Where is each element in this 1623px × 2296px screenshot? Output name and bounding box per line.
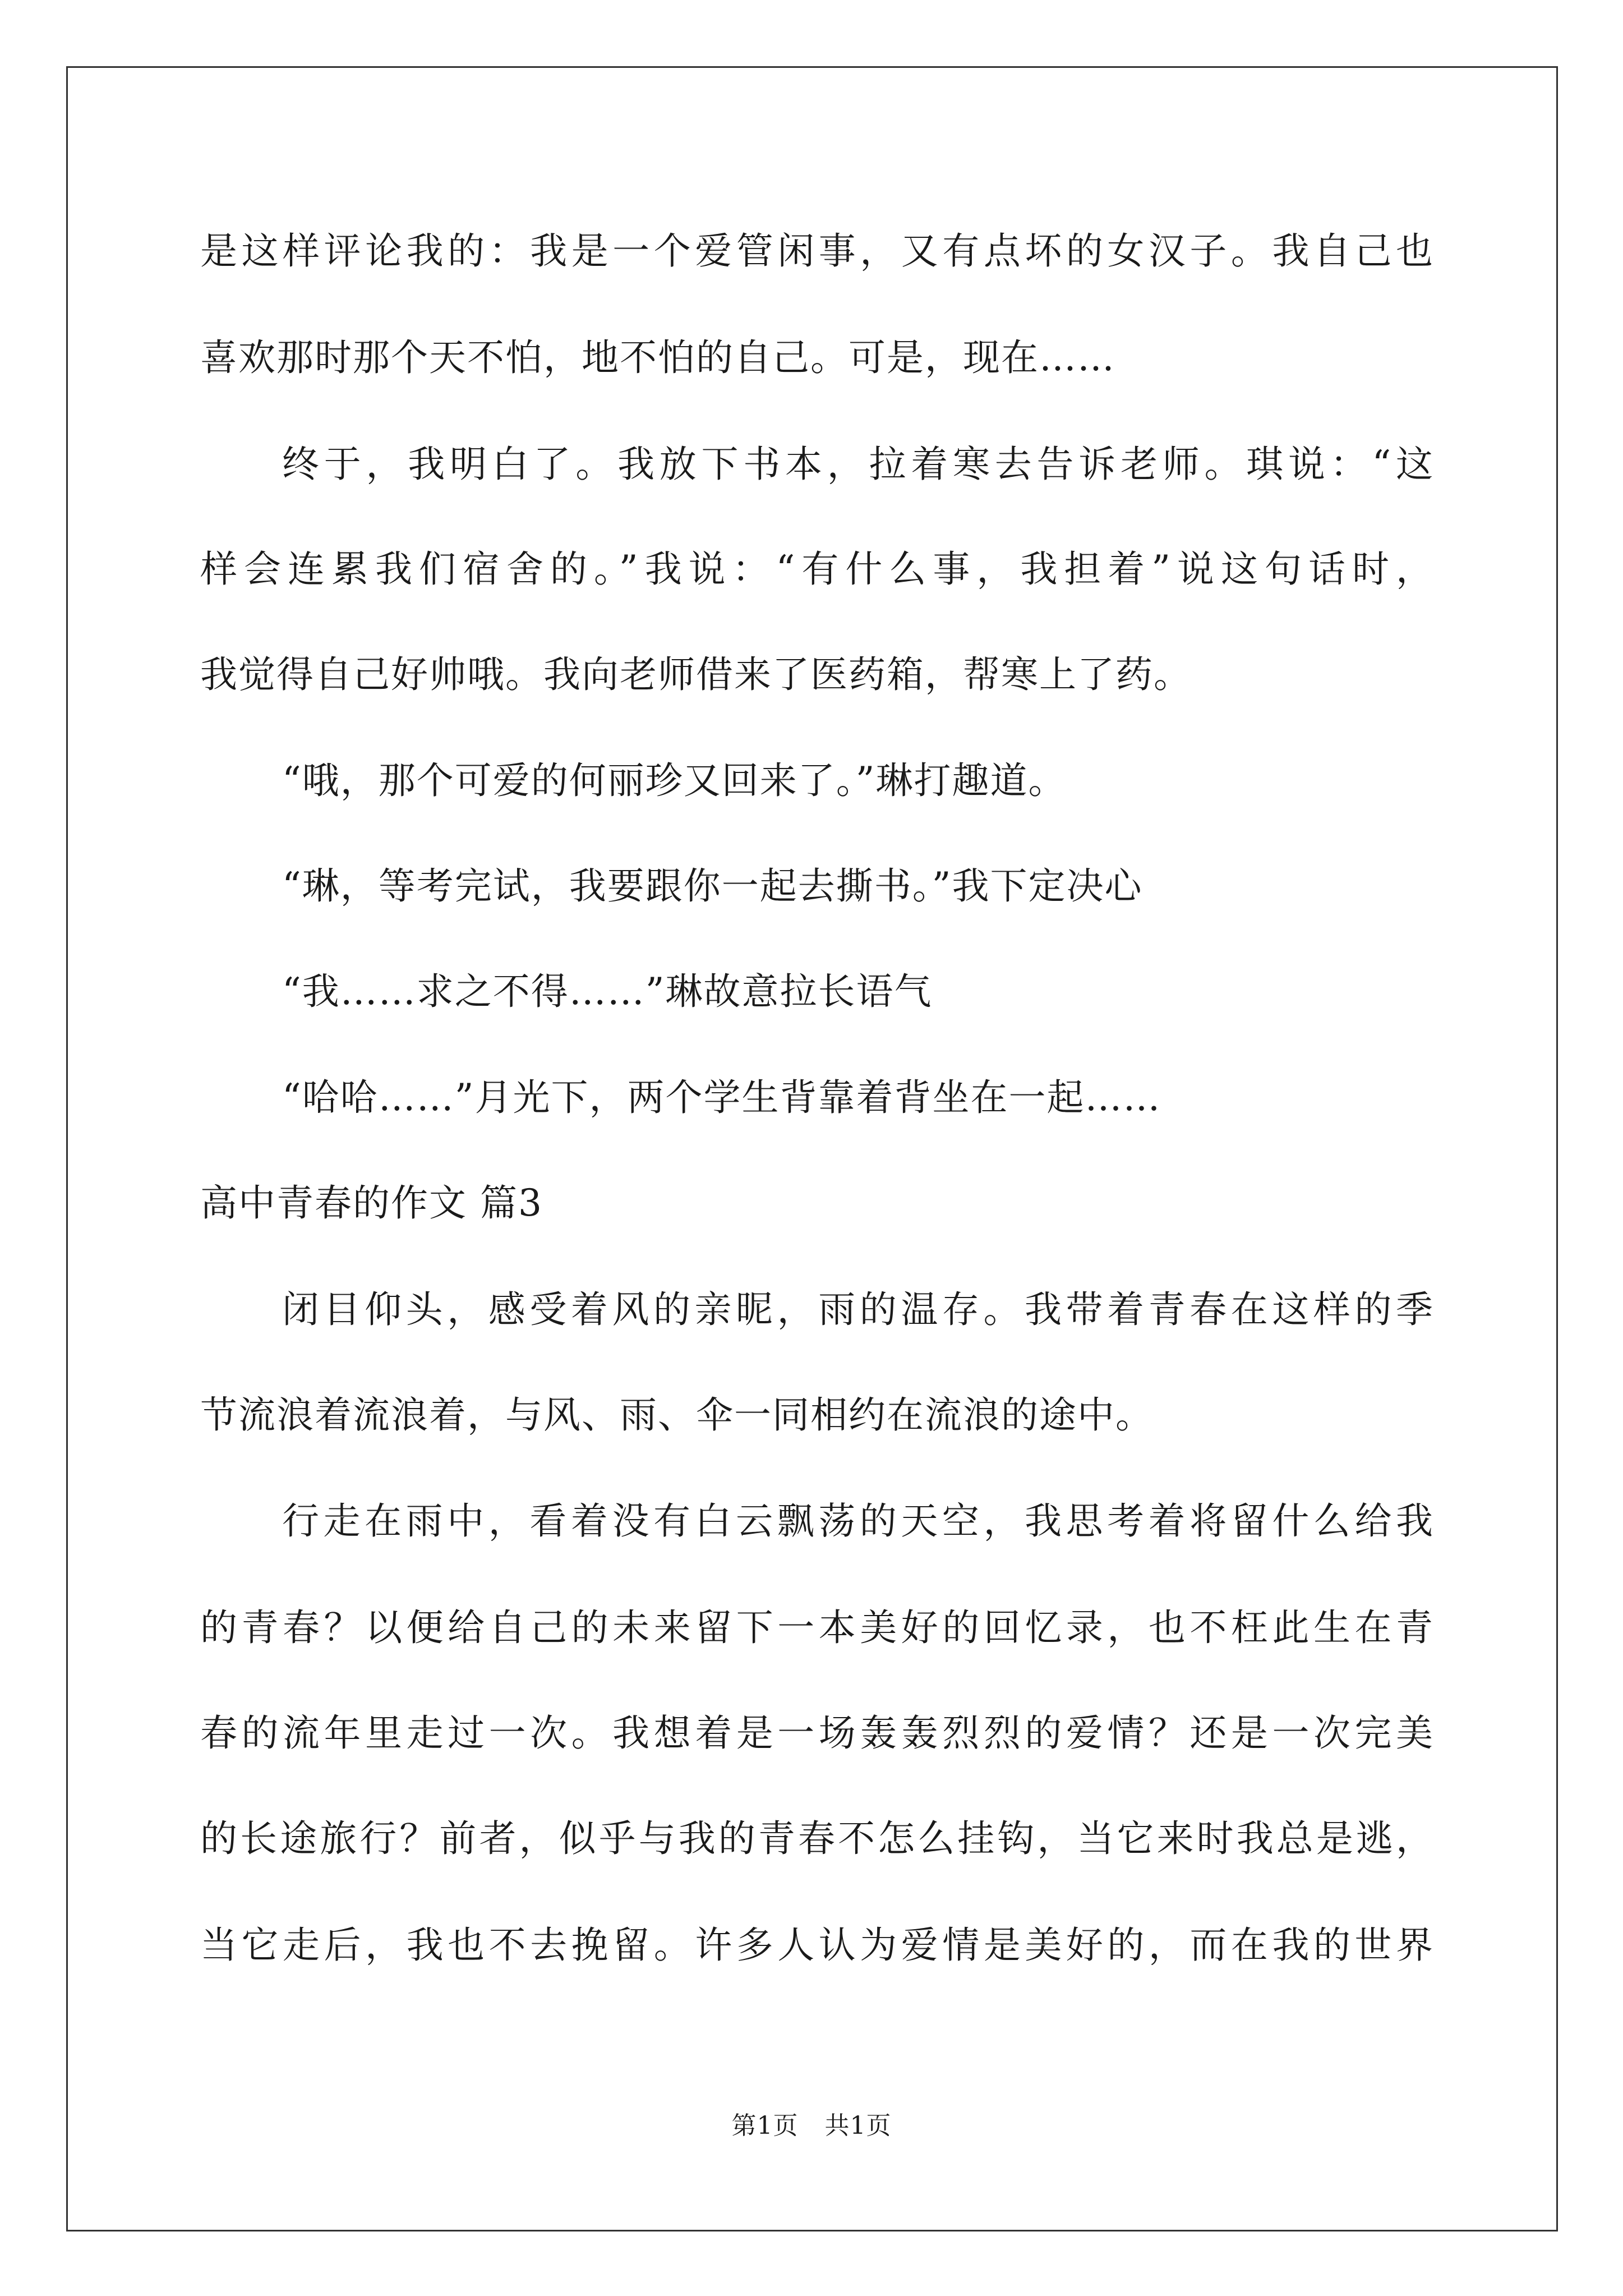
- text-line: “哈哈……”月光下，两个学生背靠着背坐在一起……: [282, 1076, 1161, 1119]
- text-line: 行走在雨中，看着没有白云飘荡的天空，我思考着将留什么给我: [282, 1499, 1434, 1543]
- text-line: “我……求之不得……”琳故意拉长语气: [282, 970, 933, 1013]
- text-line: 的长途旅行？前者，似乎与我的青春不怎么挂钩，当它来时我总是逃，: [200, 1817, 1434, 1860]
- page-footer: [0, 2109, 1623, 2143]
- text-line: 我觉得自己好帅哦。我向老师借来了医药箱，帮寒上了药。: [200, 653, 1192, 696]
- text-line: 样会连累我们宿舍的。”我说：“有什么事，我担着”说这句话时，: [200, 547, 1434, 591]
- text-line: 节流浪着流浪着，与风、雨、伞一同相约在流浪的途中。: [200, 1393, 1154, 1437]
- text-line: 是这样评论我的：我是一个爱管闲事，又有点坏的女汉子。我自己也: [200, 229, 1434, 273]
- text-line: “琳，等考完试，我要跟你一起去撕书。”我下定决心: [282, 864, 1143, 908]
- text-line: 闭目仰头，感受着风的亲昵，雨的温存。我带着青春在这样的季: [282, 1288, 1434, 1331]
- text-line: 的青春？以便给自己的未来留下一本美好的回忆录，也不枉此生在青: [200, 1606, 1434, 1649]
- page-border: [66, 66, 1558, 2231]
- text-line: 当它走后，我也不去挽留。许多人认为爱情是美好的，而在我的世界: [200, 1924, 1434, 1967]
- text-line: “哦，那个可爱的何丽珍又回来了。”琳打趣道。: [282, 759, 1067, 802]
- text-line: 终于，我明白了。我放下书本，拉着寒去告诉老师。琪说：“这: [282, 443, 1434, 486]
- section-heading: 高中青春的作文 篇3: [200, 1181, 543, 1225]
- page-number: 第1页: [731, 2111, 799, 2140]
- text-line: 喜欢那时那个天不怕，地不怕的自己。可是，现在……: [200, 336, 1115, 379]
- page-total: 共1页: [824, 2111, 892, 2140]
- text-line: 春的流年里走过一次。我想着是一场轰轰烈烈的爱情？还是一次完美: [200, 1711, 1434, 1755]
